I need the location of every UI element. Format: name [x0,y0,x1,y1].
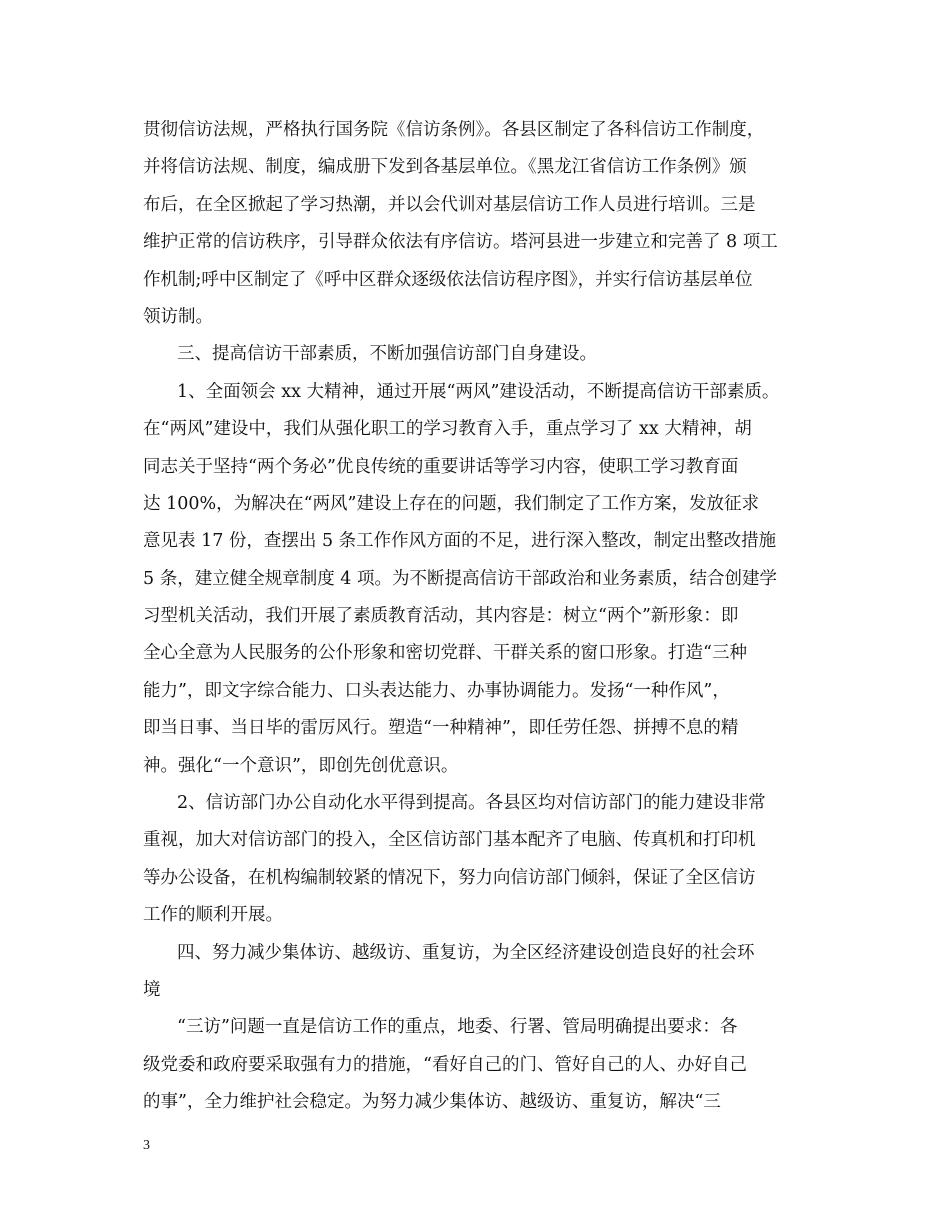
page-number: 3 [143,1138,150,1153]
text-line: 2、信访部门办公自动化水平得到提高。各县区均对信访部门的能力建设非常 [177,793,766,814]
text-line: 能力”，即文字综合能力、口头表达能力、办事协调能力。发扬“一种作风”， [143,680,730,701]
text-line: 境 [143,979,161,1000]
text-line: 的事”，全力维护社会稳定。为努力减少集体访、越级访、重复访，解决“三 [143,1092,721,1113]
text-line: 在“两风”建设中，我们从强化职工的学习教育入手，重点学习了 xx 大精神，胡 [143,419,752,440]
text-line: 重视，加大对信访部门的投入，全区信访部门基本配齐了电脑、传真机和打印机 [143,830,756,851]
text-line: 维护正常的信访秩序，引导群众依法有序信访。塔河县进一步建立和完善了 8 项工 [143,232,778,253]
section-heading: 三、提高信访干部素质，不断加强信访部门自身建设。 [177,344,597,365]
text-line: 工作的顺利开展。 [143,905,283,926]
text-line: 级党委和政府要采取强有力的措施，“看好自己的门、管好自己的人、办好自己 [143,1054,747,1075]
text-line: 习型机关活动，我们开展了素质教育活动，其内容是：树立“两个”新形象：即 [143,606,739,627]
text-line: 1、全面领会 xx 大精神，通过开展“两风”建设活动，不断提高信访干部素质。 [177,381,780,402]
text-line: 达 100%，为解决在“两风”建设上存在的问题，我们制定了工作方案，发放征求 [143,493,759,514]
text-line: 布后，在全区掀起了学习热潮，并以会代训对基层信访工作人员进行培训。三是 [143,194,756,215]
section-heading: 四、努力减少集体访、越级访、重复访，为全区经济建设创造良好的社会环 [177,942,755,963]
text-line: 并将信访法规、制度，编成册下发到各基层单位。《黑龙江省信访工作条例》颁 [143,157,747,178]
text-line: 5 条，建立健全规章制度 4 项。为不断提高信访干部政治和业务素质，结合创建学 [143,568,777,589]
text-line: 意见表 17 份，查摆出 5 条工作作风方面的不足，进行深入整改，制定出整改措施 [143,531,777,552]
text-line: 领访制。 [143,306,213,327]
body-text [143,112,833,1122]
text-line: 贯彻信访法规，严格执行国务院《信访条例》。各县区制定了各科信访工作制度， [143,120,765,140]
text-line: 神。强化“一个意识”，即创先创优意识。 [143,755,459,776]
text-line: “三访”问题一直是信访工作的重点，地委、行署、管局明确提出要求：各 [177,1017,738,1038]
text-line: 等办公设备，在机构编制较紧的情况下，努力向信访部门倾斜，保证了全区信访 [143,867,756,888]
text-line: 同志关于坚持“两个务必”优良传统的重要讲话等学习内容，使职工学习教育面 [143,456,739,477]
text-line: 即当日事、当日毕的雷厉风行。塑造“一种精神”，即任劳任怨、拼搏不息的精 [143,718,739,739]
text-line: 作机制;呼中区制定了《呼中区群众逐级依法信访程序图》，并实行信访基层单位 [143,269,753,290]
text-line: 全心全意为人民服务的公仆形象和密切党群、干群关系的窗口形象。打造“三种 [143,643,747,664]
